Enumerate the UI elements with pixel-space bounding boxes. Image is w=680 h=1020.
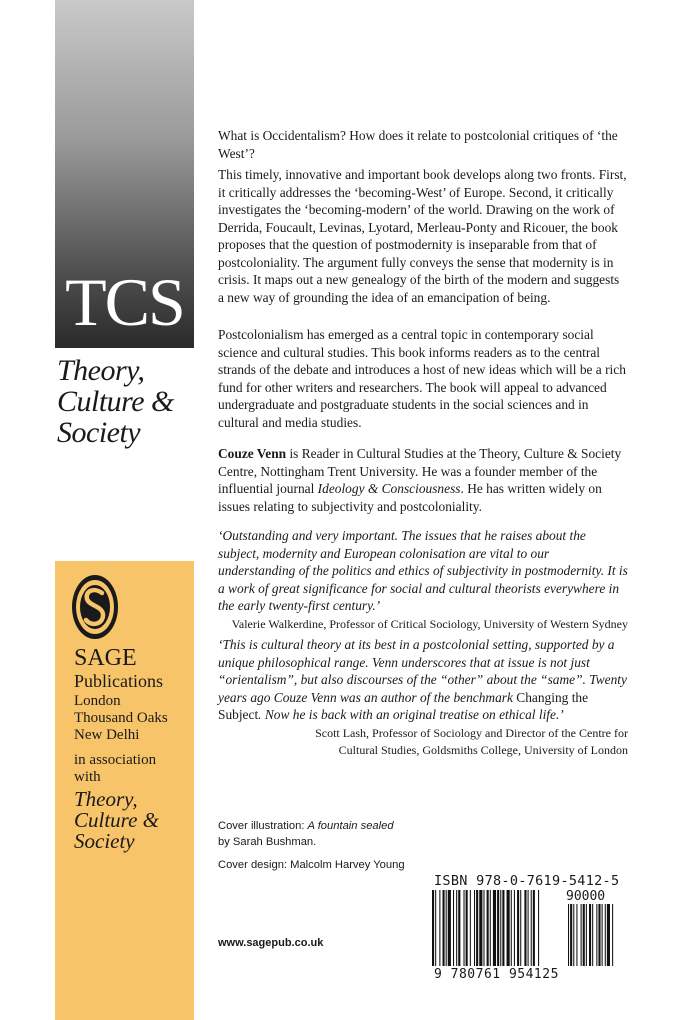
blurb-paragraph-text: This timely, innovative and important book develops along two fronts. First, it critically addresses the ‘becoming-West’ of Europe. Second, it critically investigates the ‘becoming-modern’ of the world. Drawing on the work of Derrida, Foucault, Levinas, Lyotard, Merleau-Ponty and Ricouer, the book proposes that the question of postmodernity is inseparable from that of postcoloniality. The argument fully conveys the sense that modernity is in crisis. It maps out a new genealogy of the birth of the modern and suggests a new way of grounding the idea of an emancipation of being. [218,167,627,305]
publisher-cities [74,693,194,744]
endorsement-quote: ‘This is cultural theory at its best in a postcolonial setting, supported by a unique philosophical range. Venn underscores that at issue is not just “orientalism”, but also discourses of the “other” about the “same”. Twenty years ago Couze Venn was an author of the benchmark [218,637,627,705]
sage-logo-icon [70,573,120,641]
blurb-question-text: What is Occidentalism? How does it relate to postcolonial critiques of ‘the West’? [218,128,618,161]
endorsement-book-title: Changing the Subject [218,689,589,722]
author-bio [218,445,628,515]
attribution-line: Scott Lash, Professor of Sociology and Director of the Centre for [315,725,628,740]
series-title-line: Theory, [57,354,145,387]
endorsement-attribution: Valerie Walkerdine, Professor of Critical Sociology, University of Western Sydney [231,616,628,631]
credit-artist: by Sarah Bushman. [218,836,317,848]
blurb-question [218,127,628,162]
series-title-line: Society [57,416,141,449]
publisher-city: New Delhi [74,727,140,743]
endorsement-2 [218,636,628,759]
publisher-series-line: Culture & [74,808,159,832]
credit-illustration-title: A fountain sealed [307,820,394,832]
price-code: 90000 [566,889,606,904]
author-bio-text: is Reader in Cultural Studies at the Theory, Culture & Society Centre, Nottingham Trent University. He was a founder member of the influential journal [218,446,622,496]
endorsement-1 [218,527,628,633]
author-journal: Ideology & Consciousness [317,481,461,496]
publisher-series-title [74,789,194,852]
publisher-series-line: Theory, [74,787,138,811]
endorsement-quote: . Now he is back with an original treatise on ethical life.’ [258,707,564,722]
barcode-icon [430,890,624,970]
endorsement-attribution [218,725,628,759]
blurb-paragraph-1 [218,166,628,306]
publisher-publications: Publications [74,671,163,691]
cover-illustration-credit [218,818,468,850]
series-title-line: Culture & [57,385,174,418]
association-line: with [74,769,101,785]
cover-design-credit: Cover design: Malcolm Harvey Young [218,859,405,871]
isbn-text: ISBN 978-0-7619-5412-5 [434,873,620,889]
blurb-paragraph-text: Postcolonialism has emerged as a central topic in contemporary social science and cultural studies. This book informs readers as to the central strands of the debate and introduces a host of new ideas which will be a rich fund for other writers and researchers. The book will appeal to advanced undergraduate and postgraduate students in the social sciences and in cultural and media studies. [218,327,626,430]
tcs-logo: TCS [65,264,184,340]
publisher-association [74,752,194,786]
publisher-city: London [74,693,121,709]
author-bio-text: . He has written widely on issues relating to subjectivity and postcoloniality. [218,481,602,514]
endorsement-quote: ‘Outstanding and very important. The issues that he raises about the subject, modernity and European colonisation are vital to our understanding of the politics and ethics of subjectivity in postmodernity. It is a work of great significance for social and cultural theorists everywhere in the early twenty-first century.’ [218,528,628,613]
author-name: Couze Venn [218,446,287,461]
publisher-city: Thousand Oaks [74,710,168,726]
attribution-line: Cultural Studies, Goldsmiths College, University of London [338,742,628,757]
association-line: in association [74,752,157,768]
series-title [57,355,193,448]
credit-label: Cover illustration: [218,820,308,832]
website-url: www.sagepub.co.uk [218,937,324,949]
publisher-name: SAGE [74,645,137,671]
blurb-paragraph-2 [218,326,628,431]
publisher-series-line: Society [74,829,135,853]
barcode-digits: 9 780761 954125 [434,967,559,982]
